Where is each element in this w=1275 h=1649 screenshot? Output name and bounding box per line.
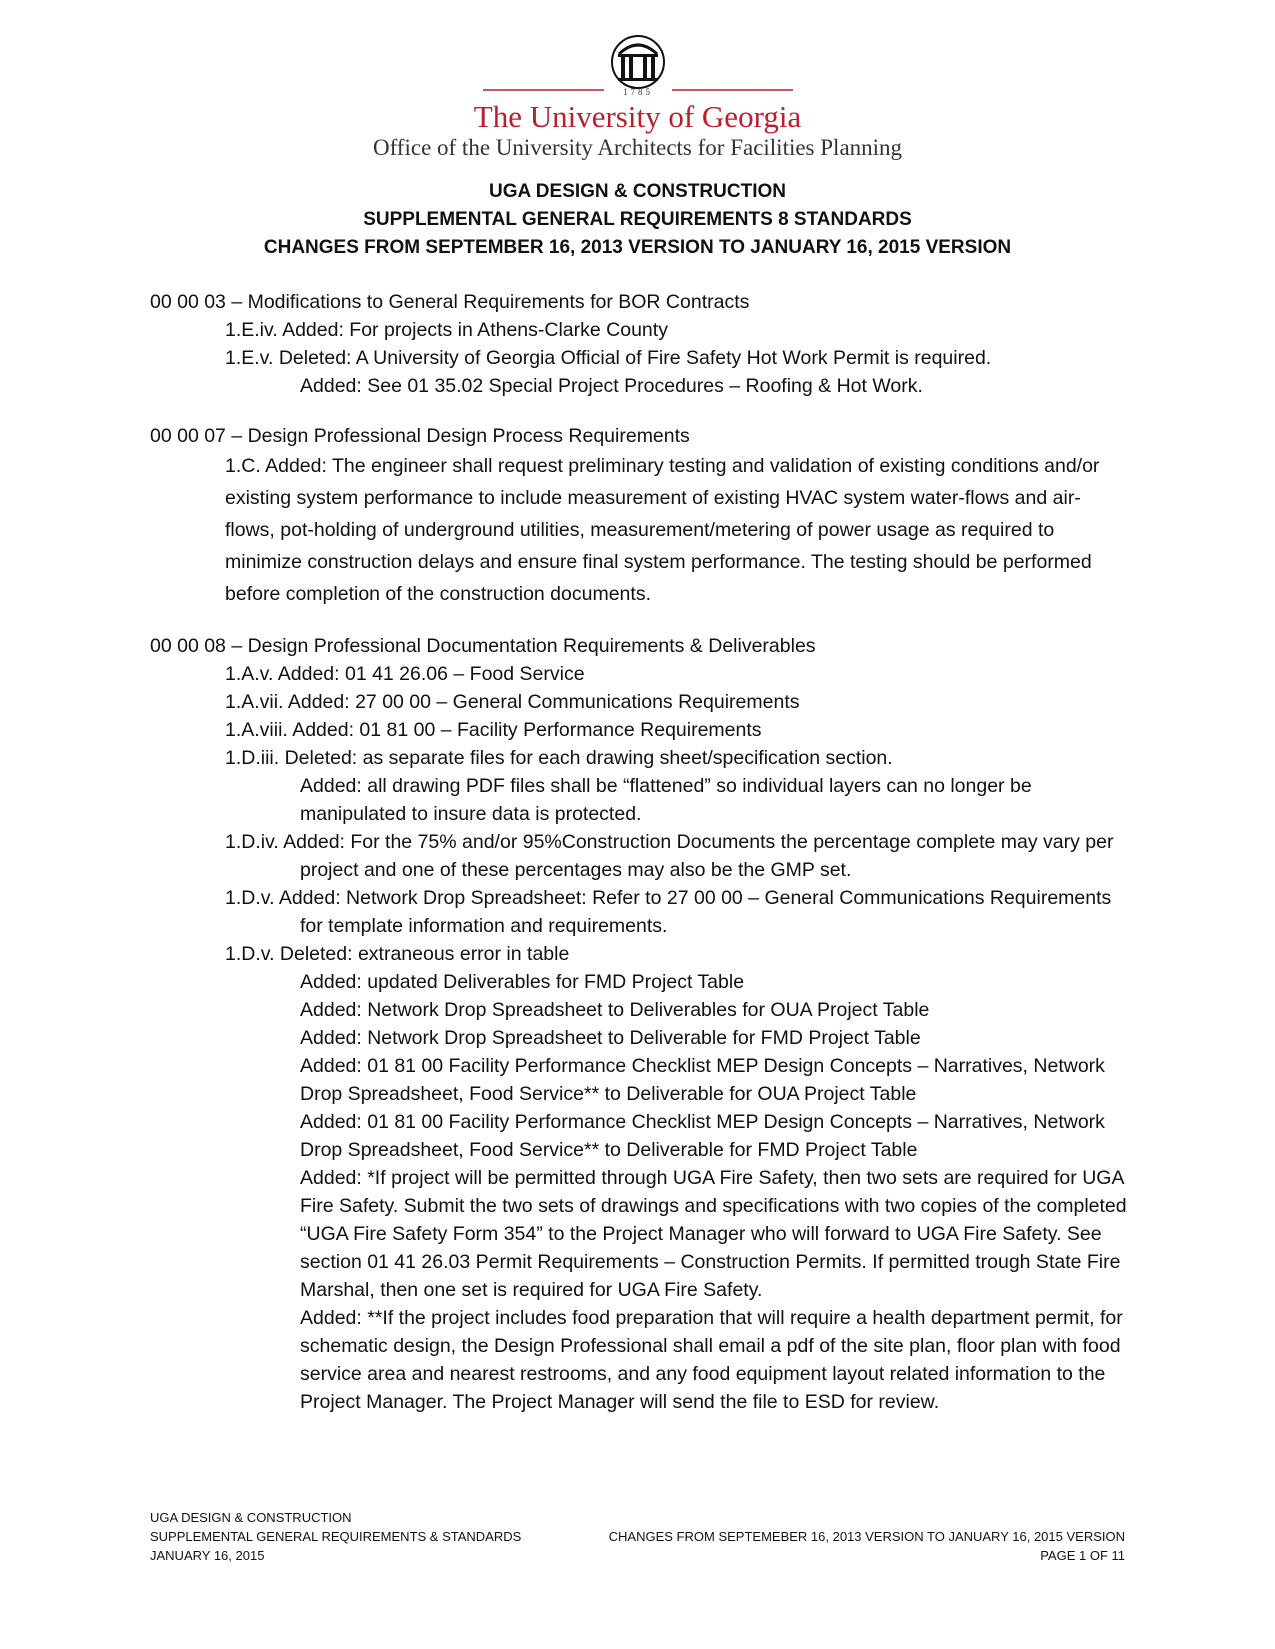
change-item: 1.A.vii. Added: 27 00 00 – General Communications Requirements	[225, 691, 800, 713]
section-heading: 00 00 03 – Modifications to General Requirements for BOR Contracts	[150, 291, 750, 313]
change-item: 1.A.v. Added: 01 41 26.06 – Food Service	[225, 663, 585, 685]
change-item: Added: Network Drop Spreadsheet to Deliverable for FMD Project Table	[300, 1027, 921, 1049]
change-item: 1.C. Added: The engineer shall request preliminary testing and validation of existing conditions and/or existing system performance to include measurement of existing HVAC system water-flows and air-flows, pot-holding of underground utilities, measurement/metering of power usage as required to minimize construction delays and ensure final system performance. The testing should be performed before completion of the construction documents.	[225, 455, 1100, 605]
change-item: Added: updated Deliverables for FMD Project Table	[300, 971, 745, 993]
change-item: 1.D.iii. Deleted: as separate files for each drawing sheet/specification section.	[225, 747, 893, 769]
page-footer	[150, 1508, 1125, 1565]
change-item: 1.E.v. Deleted: A University of Georgia Official of Fire Safety Hot Work Permit is required.	[225, 347, 992, 369]
seal-year: 1785	[622, 87, 653, 97]
page-number: PAGE 1 OF 11	[1040, 1548, 1125, 1563]
change-item: Added: all drawing PDF files shall be “flattened” so individual layers can no longer be manipulated to insure data is protected.	[300, 775, 1032, 825]
change-item: 1.E.iv. Added: For projects in Athens-Clarke County	[225, 319, 668, 341]
change-item: Added: 01 81 00 Facility Performance Checklist MEP Design Concepts – Narratives, Network Drop Spreadsheet, Food Service** to Deliverable for FMD Project Table	[300, 1111, 1105, 1161]
change-item: Added: 01 81 00 Facility Performance Checklist MEP Design Concepts – Narratives, Network Drop Spreadsheet, Food Service** to Deliverable for OUA Project Table	[300, 1055, 1105, 1105]
university-name: The University of Georgia	[473, 99, 802, 134]
section-000008	[150, 632, 1130, 1416]
footer-line-2-right: CHANGES FROM SEPTEMEBER 16, 2013 VERSION TO JANUARY 16, 2015 VERSION	[608, 1529, 1125, 1544]
section-heading: 00 00 08 – Design Professional Documentation Requirements & Deliverables	[150, 635, 816, 657]
office-name: Office of the University Architects for Facilities Planning	[372, 135, 903, 160]
arch-seal-icon	[478, 30, 798, 100]
title-line-3: CHANGES FROM SEPTEMBER 16, 2013 VERSION TO JANUARY 16, 2015 VERSION	[263, 237, 1012, 258]
change-item: 1.A.viii. Added: 01 81 00 – Facility Performance Requirements	[225, 719, 762, 741]
document-body	[150, 288, 1130, 1438]
footer-line-2-left: SUPPLEMENTAL GENERAL REQUIREMENTS & STANDARDS	[150, 1529, 522, 1544]
change-item: 1.D.v. Added: Network Drop Spreadsheet: Refer to 27 00 00 – General Communications Requirements for template information and requirements.	[225, 887, 1112, 937]
change-item: Added: See 01 35.02 Special Project Procedures – Roofing & Hot Work.	[300, 375, 923, 397]
section-heading: 00 00 07 – Design Professional Design Process Requirements	[150, 425, 690, 447]
university-logo	[0, 30, 1275, 162]
title-line-2: SUPPLEMENTAL GENERAL REQUIREMENTS 8 STANDARDS	[363, 209, 912, 230]
section-000003	[150, 288, 1130, 400]
change-item: Added: **If the project includes food preparation that will require a health department permit, for schematic design, the Design Professional shall email a pdf of the site plan, floor plan with food service area and nearest restrooms, and any food equipment layout related information to the Project Manager. The Project Manager will send the file to ESD for review.	[300, 1307, 1123, 1413]
footer-date: JANUARY 16, 2015	[150, 1548, 265, 1563]
change-item: 1.D.v. Deleted: extraneous error in table	[225, 943, 570, 965]
change-item: Added: Network Drop Spreadsheet to Deliverables for OUA Project Table	[300, 999, 930, 1021]
title-line-1: UGA DESIGN & CONSTRUCTION	[489, 181, 786, 202]
footer-line-1: UGA DESIGN & CONSTRUCTION	[150, 1510, 352, 1525]
change-item: 1.D.iv. Added: For the 75% and/or 95%Construction Documents the percentage complete may vary per project and one of these percentages may also be the GMP set.	[225, 831, 1114, 881]
document-title	[0, 178, 1275, 262]
section-000007	[150, 422, 1130, 610]
change-item: Added: *If project will be permitted through UGA Fire Safety, then two sets are required for UGA Fire Safety. Submit the two sets of drawings and specifications with two copies of the completed “UGA Fire Safety Form 354” to the Project Manager who will forward to UGA Fire Safety. See section 01 41 26.03 Permit Requirements – Construction Permits. If permitted trough State Fire Marshal, then one set is required for UGA Fire Safety.	[300, 1167, 1127, 1301]
